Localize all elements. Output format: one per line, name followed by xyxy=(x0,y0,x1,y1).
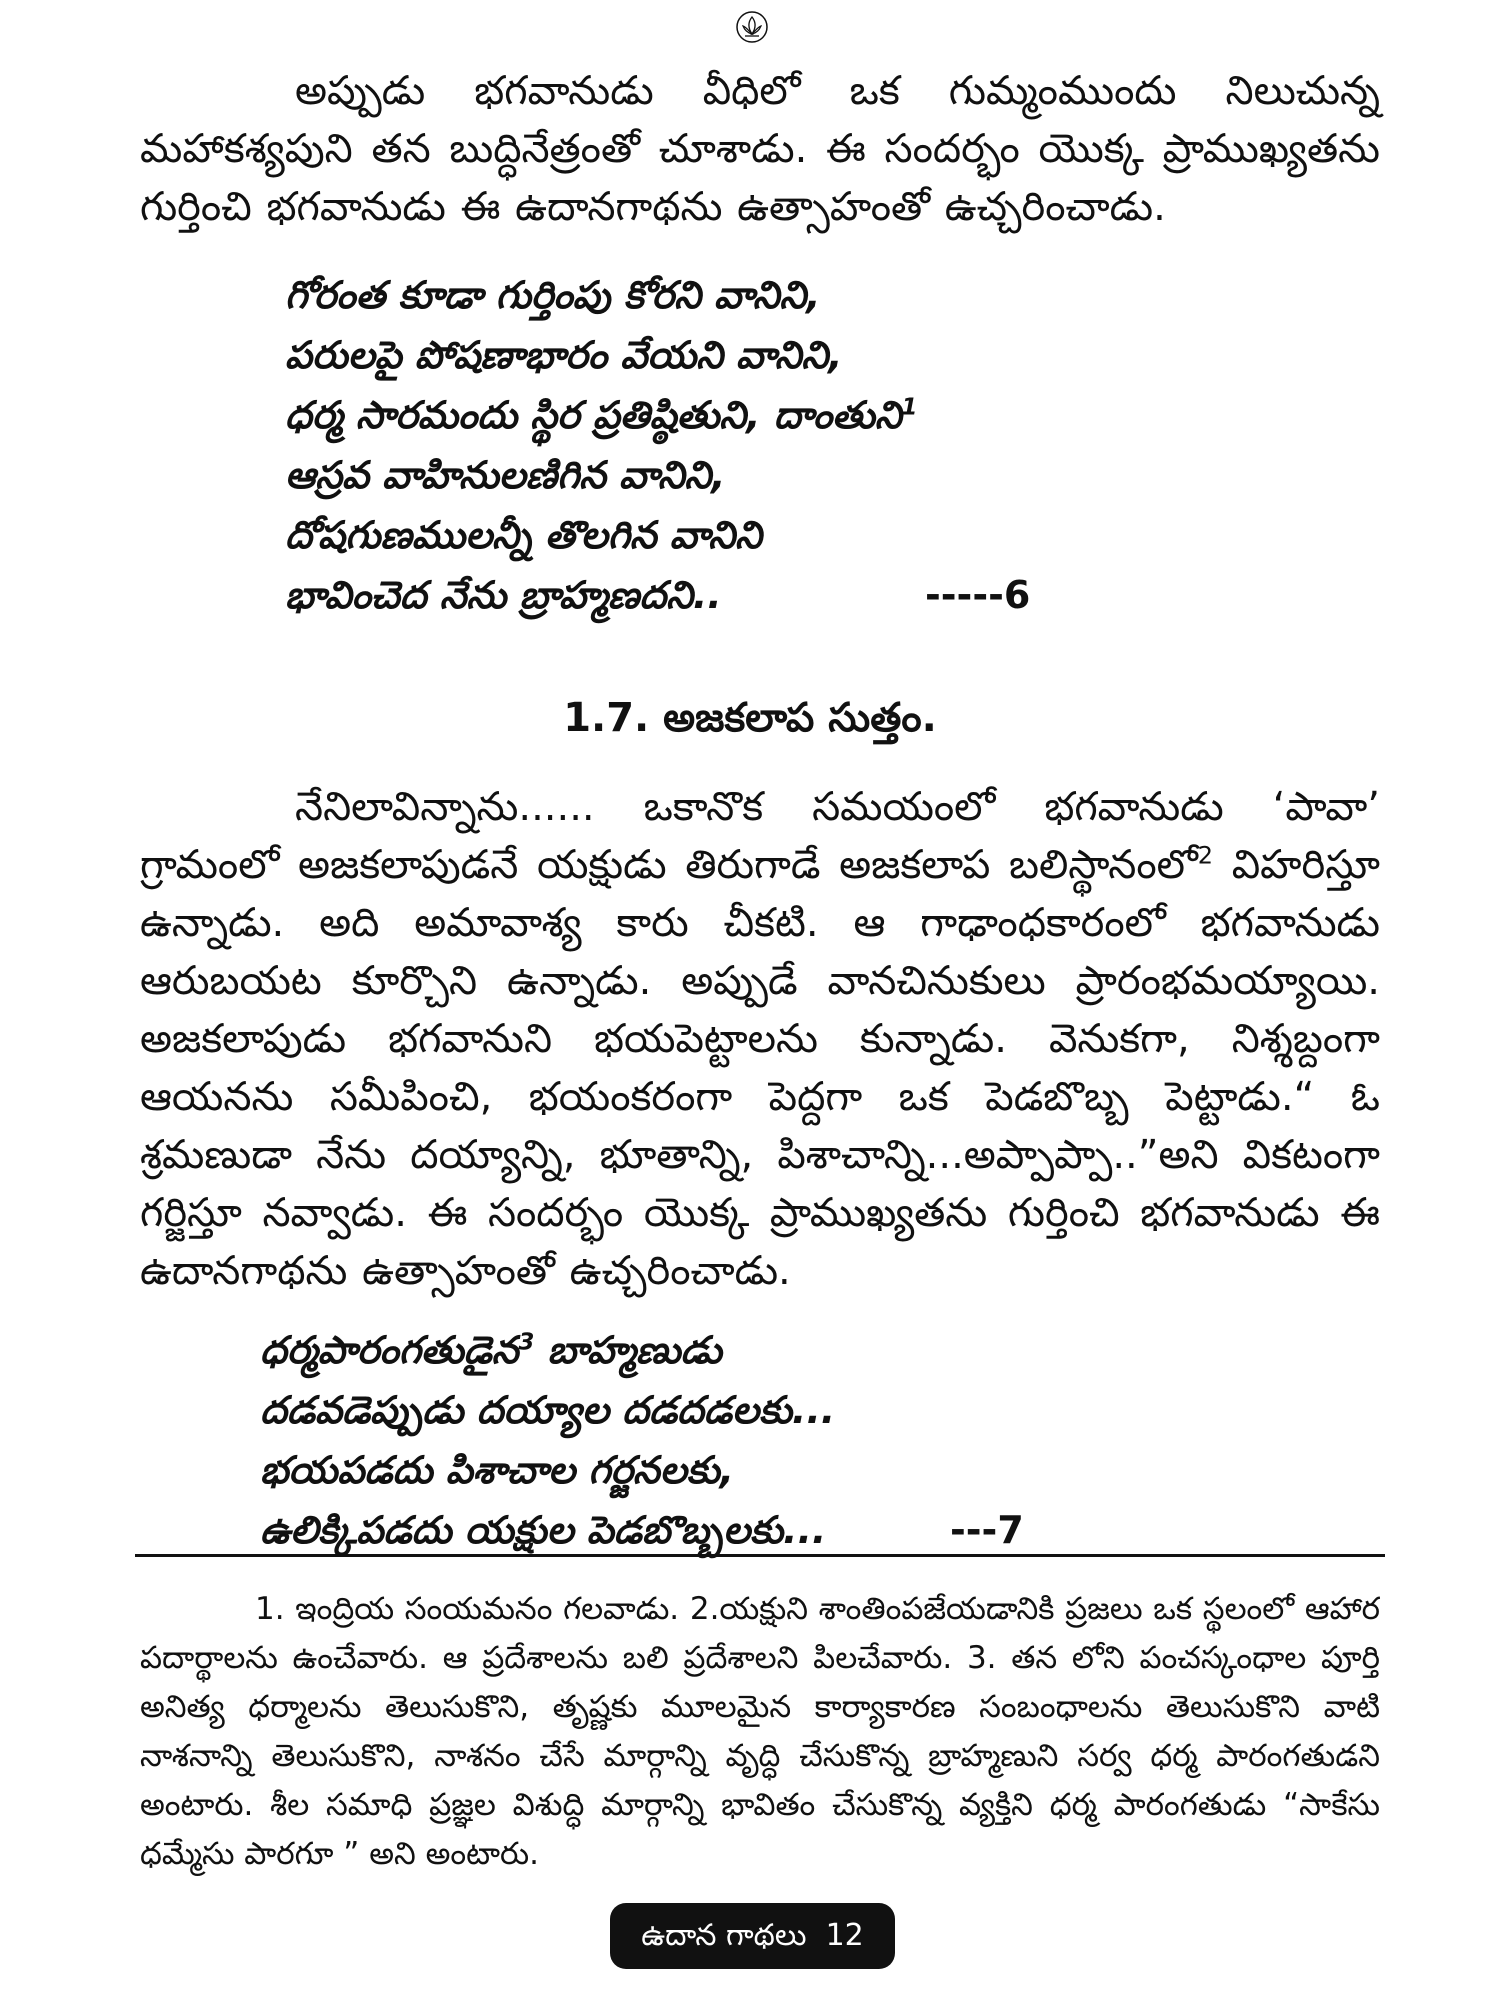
verse-6-line: భావించెద నేను బ్రాహ్మణదని.. xyxy=(285,573,722,617)
verse-7-line: ఉలిక్కిపడదు యక్షుల పెడబొబ్బలకు... xyxy=(260,1508,827,1552)
footnote-ref-1: 1 xyxy=(901,394,918,421)
verse-6-line: ఆస్రవ వాహినులణిగిన వానిని, xyxy=(285,453,726,497)
verse-6-line: గోరంత కూడా గుర్తింపు కోరని వానిని, xyxy=(285,273,821,317)
story-paragraph-part1: నేనిలావిన్నాను...... ఒకానొక సమయంలో భగవానుడు ‘పావా’ గ్రామంలో అజకలాపుడనే యక్షుడు తిరుగాడే అజకలాప బలిస్థానంలో xyxy=(140,784,1380,888)
verse-6-line: పరులపై పోషణాభారం వేయని వానిని, xyxy=(285,333,843,377)
intro-paragraph-text: అప్పుడు భగవానుడు వీధిలో ఒక గుమ్మంముందు నిలుచున్న మహాకశ్యపుని తన బుద్ధినేత్రంతో చూశాడు. ఈ సందర్భం యొక్క ప్రాముఖ్యతను గుర్తించి భగవానుడు ఈ ఉదానగాథను ఉత్సాహంతో ఉచ్చరించాడు. xyxy=(140,68,1380,230)
footnote-ref-2: 2 xyxy=(1197,841,1214,870)
verse-6-number: -----6 xyxy=(925,573,1031,617)
page-number: 12 xyxy=(825,1918,864,1953)
verse-7-line: ధర్మపారంగతుడైన xyxy=(260,1328,519,1372)
verse-7-line-rest: బాహ్మణుడు xyxy=(534,1328,722,1372)
story-paragraph-part2: విహరిస్తూ ఉన్నాడు. అది అమావాశ్య కారు చీకటి. ఆ గాఢాంధకారంలో భగవానుడు ఆరుబయట కూర్చొని ఉన్నాడు. అప్పుడే వానచినుకులు ప్రారంభమయ్యాయి. అజకలాపుడు భగవానుని భయపెట్టాలను కున్నాడు. వెనుకగా, నిశ్శబ్దంగా ఆయనను సమీపించి, భయంకరంగా పెద్దగా ఒక పెడబొబ్బ పెట్టాడు.“ ఓ శ్రమణుడా నేను దయ్యాన్ని, భూతాన్ని, పిశాచాన్ని...అప్పాప్పా..”అని వికటంగా గర్జిస్తూ నవ్వాడు. ఈ సందర్భం యొక్క ప్రాముఖ్యతను గుర్తించి భగవానుడు ఈ ఉదానగాథను ఉత్సాహంతో ఉచ్చరించాడు. xyxy=(140,842,1380,1294)
story-paragraph xyxy=(140,778,1380,1300)
book-title: ఉదాన గాథలు xyxy=(641,1918,807,1953)
footnote-ref-3: 3 xyxy=(518,1329,535,1356)
verse-6-line: దోషగుణములన్నీ తొలగిన వానిని xyxy=(285,513,762,557)
page-footer-badge xyxy=(610,1903,895,1969)
verse-6-line: ధర్మ సారమందు స్థిర ప్రతిష్ఠితుని, దాంతుని xyxy=(285,393,902,437)
verse-7-line: భయపడదు పిశాచాల గర్జనలకు, xyxy=(260,1448,735,1492)
footnotes-text: 1. ఇంద్రియ సంయమనం గలవాడు. 2.యక్షుని శాంతింపజేయడానికి ప్రజలు ఒక స్థలంలో ఆహార పదార్థాలను ఉంచేవారు. ఆ ప్రదేశాలను బలి ప్రదేశాలని పిలచేవారు. 3. తన లోని పంచస్కంధాల పూర్తి అనిత్య ధర్మాలను తెలుసుకొని, తృష్ణకు మూలమైన కార్యాకారణ సంబంధాలను తెలుసుకొని వాటి నాశనాన్ని తెలుసుకొని, నాశనం చేసే మార్గాన్ని వృద్ధి చేసుకొన్న బ్రాహ్మణుని సర్వ ధర్మ పారంగతుడని అంటారు. శీల సమాధి ప్రజ్ఞల విశుద్ధి మార్గాన్ని భావితం చేసుకొన్న వ్యక్తిని ధర్మ పారంగతుడు “సాకేసు ధమ్మేసు పారగూ ” అని అంటారు. xyxy=(140,1591,1380,1872)
footnotes xyxy=(140,1585,1380,1879)
section-heading: 1.7. అజకలాప సుత్తం. xyxy=(563,695,937,741)
verse-7-line: దడవడెప్పుడు దయ్యాల దడదడలకు... xyxy=(260,1388,836,1432)
intro-paragraph xyxy=(140,62,1380,236)
verse-7 xyxy=(260,1320,1260,1560)
verse-7-number: ---7 xyxy=(950,1508,1024,1552)
verse-6-line-with-footnote xyxy=(285,385,1285,445)
lotus-emblem-icon xyxy=(735,10,769,44)
verse-7-line-with-footnote xyxy=(260,1320,1260,1380)
footnote-divider xyxy=(135,1554,1385,1557)
verse-6 xyxy=(285,265,1285,625)
